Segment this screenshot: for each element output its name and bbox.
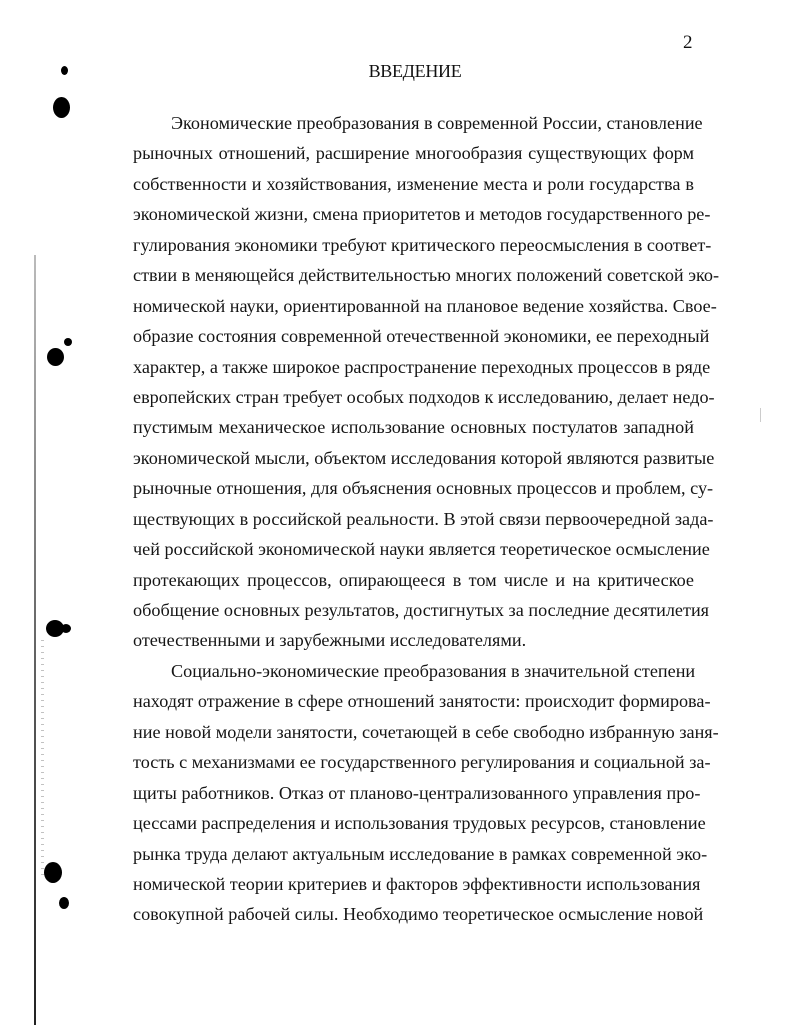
text-line: экономической мысли, объектом исследования которой являются развитые (133, 447, 715, 468)
scan-noise (41, 640, 44, 880)
page-number: 2 (683, 32, 693, 53)
text-line: щиты работников. Отказ от планово-централизованного управления про- (133, 782, 701, 803)
text-line: характер, а также широкое распространение переходных процессов в ряде (133, 356, 711, 377)
scan-noise-right (760, 408, 761, 422)
text-line: совокупной рабочей силы. Необходимо теоретическое осмысление новой (133, 904, 704, 925)
text-line: пустимым механическое использование основных постулатов западной (133, 417, 694, 438)
text-line: рыночные отношения, для объяснения основных процессов и проблем, су- (133, 478, 714, 499)
text-line: находят отражение в сфере отношений занятости: происходит формирова- (133, 691, 711, 712)
text-line: обобщение основных результатов, достигнутых за последние десятилетия (133, 600, 710, 620)
text-line: гулирования экономики требуют критического переосмысления в соответ- (133, 234, 712, 255)
body-text (133, 108, 720, 930)
punch-hole-mark-3 (47, 348, 64, 366)
text-line: ние новой модели занятости, сочетающей в себе свободно избранную заня- (133, 721, 719, 742)
text-line: Экономические преобразования в современной России, становление (171, 113, 703, 133)
punch-hole-mark-2 (53, 97, 70, 118)
text-line: отечественными и зарубежными исследователями. (133, 630, 527, 651)
text-line: чей российской экономической науки является теоретическое осмысление (133, 539, 710, 560)
text-line: рынка труда делают актуальным исследование в рамках современной эко- (133, 843, 708, 864)
paragraph-2 (133, 656, 719, 930)
text-line: экономической жизни, смена приоритетов и методов государственного ре- (133, 204, 711, 225)
section-heading: ВВЕДЕНИЕ (368, 61, 462, 81)
punch-hole-mark-4 (64, 338, 72, 346)
text-line: тость с механизмами ее государственного регулирования и социальной за- (133, 752, 711, 773)
text-line: ществующих в российской реальности. В этой связи первоочередной зада- (133, 508, 714, 529)
text-line: протекающих процессов, опирающееся в том числе и на критическое (133, 569, 694, 590)
text-line: цессами распределения и использования трудовых ресурсов, становление (133, 813, 706, 834)
punch-hole-mark-6 (61, 624, 71, 633)
punch-hole-mark-7 (44, 862, 62, 883)
scan-margin-line (34, 255, 36, 1025)
paragraph-1 (133, 108, 720, 656)
text-line: ствии в меняющейся действительностью многих положений советской эко- (133, 265, 720, 286)
text-line: номической науки, ориентированной на плановое ведение хозяйства. Свое- (133, 295, 717, 316)
text-line: рыночных отношений, расширение многообразия существующих форм (133, 143, 694, 164)
text-line: номической теории критериев и факторов эффективности использования (133, 873, 701, 894)
text-line: образие состояния современной отечественной экономики, ее переходный (133, 326, 710, 347)
punch-hole-mark-8 (59, 897, 69, 909)
text-line: Социально-экономические преобразования в значительной степени (171, 660, 696, 681)
text-line: собственности и хозяйствования, изменение места и роли государства в (133, 173, 694, 194)
text-line: европейских стран требует особых подходов к исследованию, делает недо- (133, 386, 715, 407)
